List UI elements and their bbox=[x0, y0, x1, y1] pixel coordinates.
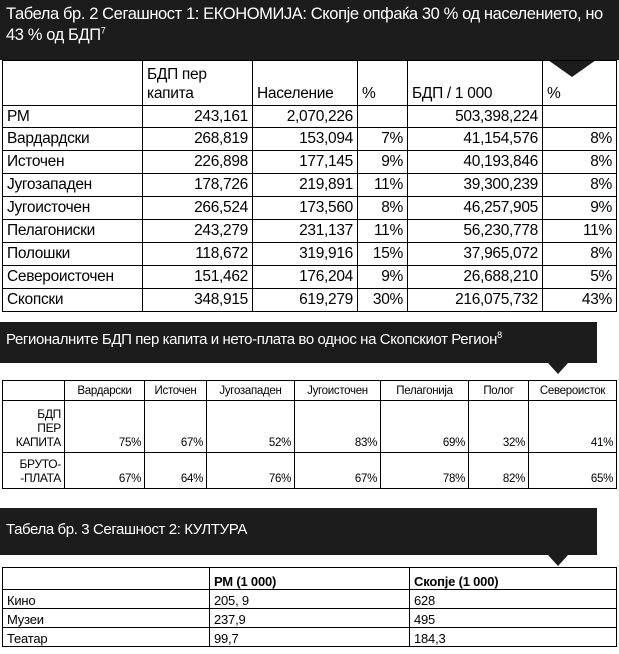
skopje-value-cell: 628 bbox=[410, 590, 617, 609]
table1-footnote: 7 bbox=[100, 25, 106, 36]
region-cell: Југозападен bbox=[3, 174, 143, 197]
gdp-pct-cell: 8% bbox=[543, 174, 617, 197]
table-row bbox=[3, 266, 617, 289]
table-row bbox=[3, 243, 617, 266]
pop-pct-cell: 30% bbox=[358, 289, 408, 312]
region-cell: РМ bbox=[3, 106, 143, 128]
row-label-line: -ПЛАТА bbox=[20, 470, 61, 485]
ratio-cell: 82% bbox=[469, 453, 529, 489]
population-cell: 2,070,226 bbox=[253, 106, 358, 128]
gdp-pc-cell: 118,672 bbox=[143, 243, 253, 266]
region-cell: Полошки bbox=[3, 243, 143, 266]
pop-pct-cell: 9% bbox=[358, 151, 408, 174]
table2-header-cell: Југоисточен bbox=[295, 381, 381, 401]
table-row bbox=[3, 289, 617, 312]
table-row bbox=[3, 220, 617, 243]
table2-title: Регионалните БДП пер капита и нето-плата во однос на Скопскиот Регион bbox=[6, 331, 498, 348]
ratio-cell: 65% bbox=[529, 453, 617, 489]
table-row bbox=[3, 106, 617, 128]
row-label-line: КАПИТА bbox=[15, 435, 61, 449]
table3-header-row bbox=[3, 568, 617, 590]
header-gdp-pc: БДП пер капита bbox=[147, 66, 207, 102]
table2-header-cell: Вардарски bbox=[65, 381, 145, 401]
culture-label-cell: Кино bbox=[3, 590, 210, 609]
population-cell: 319,916 bbox=[253, 243, 358, 266]
region-cell: Вардардски bbox=[3, 128, 143, 151]
ratio-cell: 64% bbox=[145, 453, 207, 489]
gdp-pc-cell: 151,462 bbox=[143, 266, 253, 289]
table-row bbox=[3, 128, 617, 151]
table2-title-pointer bbox=[573, 322, 597, 363]
ratio-cell: 75% bbox=[65, 401, 145, 453]
table2-title-bar bbox=[0, 322, 597, 363]
table-row bbox=[3, 401, 617, 453]
table1-header-row bbox=[3, 61, 617, 106]
table1-header-cell: % bbox=[543, 61, 617, 106]
skopje-value-cell: 184,3 bbox=[410, 628, 617, 647]
gdp-pc-cell: 243,161 bbox=[143, 106, 253, 128]
skopje-value-cell: 495 bbox=[410, 609, 617, 628]
rm-value-cell: 237,9 bbox=[210, 609, 410, 628]
population-cell: 176,204 bbox=[253, 266, 358, 289]
ratio-cell: 83% bbox=[295, 401, 381, 453]
row-label-line: ПЕР bbox=[37, 421, 61, 435]
ratio-cell: 52% bbox=[207, 401, 295, 453]
region-cell: Југоисточен bbox=[3, 197, 143, 220]
gdp-pc-cell: 268,819 bbox=[143, 128, 253, 151]
pop-pct-cell: 7% bbox=[358, 128, 408, 151]
table3-header-cell bbox=[3, 568, 210, 590]
gdp-total-cell: 56,230,778 bbox=[408, 220, 543, 243]
pop-pct-cell: 8% bbox=[358, 197, 408, 220]
gdp-total-cell: 41,154,576 bbox=[408, 128, 543, 151]
gdp-pc-cell: 348,915 bbox=[143, 289, 253, 312]
gdp-total-cell: 39,300,239 bbox=[408, 174, 543, 197]
gdp-pc-cell: 243,279 bbox=[143, 220, 253, 243]
row-label-line: БРУТО- bbox=[19, 456, 61, 471]
ratio-cell: 67% bbox=[295, 453, 381, 489]
table2-header-row bbox=[3, 381, 617, 401]
gdp-pc-cell: 178,726 bbox=[143, 174, 253, 197]
gdp-pct-cell: 9% bbox=[543, 197, 617, 220]
ratio-cell: 78% bbox=[381, 453, 469, 489]
gdp-pct-cell: 8% bbox=[543, 128, 617, 151]
gdp-pct-cell: 11% bbox=[543, 220, 617, 243]
table3-title-notch bbox=[548, 555, 568, 566]
table1-header-cell bbox=[143, 61, 253, 106]
gdp-total-cell: 216,075,732 bbox=[408, 289, 543, 312]
table2-header-cell: Полог bbox=[469, 381, 529, 401]
population-cell: 153,094 bbox=[253, 128, 358, 151]
gdp-total-cell: 503,398,224 bbox=[408, 106, 543, 128]
ratio-cell: 32% bbox=[469, 401, 529, 453]
gdp-total-cell: 26,688,210 bbox=[408, 266, 543, 289]
table1-header-cell bbox=[3, 61, 143, 106]
gdp-total-cell: 40,193,846 bbox=[408, 151, 543, 174]
table1-title-line2 bbox=[6, 25, 609, 46]
ratio-cell: 76% bbox=[207, 453, 295, 489]
table1-header-cell: БДП / 1 000 bbox=[408, 61, 543, 106]
culture-label-cell: Музеи bbox=[3, 609, 210, 628]
region-cell: Североисточен bbox=[3, 266, 143, 289]
gdp-pct-cell: 8% bbox=[543, 151, 617, 174]
regional-ratio-table bbox=[2, 380, 617, 489]
gdp-pct-cell: 43% bbox=[543, 289, 617, 312]
table3-title-bar bbox=[0, 508, 597, 555]
table2-header-cell bbox=[3, 381, 65, 401]
rm-value-cell: 205, 9 bbox=[210, 590, 410, 609]
table1-title: Табела бр. 2 Сегашност 1: ЕКОНОМИЈА: Скопје опфаќа 30 % од населението, но bbox=[6, 5, 603, 23]
table-row bbox=[3, 609, 617, 628]
population-cell: 173,560 bbox=[253, 197, 358, 220]
pop-pct-cell: 11% bbox=[358, 174, 408, 197]
region-cell: Скопски bbox=[3, 289, 143, 312]
table2-title-notch bbox=[548, 363, 568, 374]
culture-table bbox=[2, 567, 617, 647]
table1-title-line2-text: 43 % од БДП bbox=[6, 26, 101, 44]
region-cell: Источен bbox=[3, 151, 143, 174]
table1-header-cell: Население bbox=[253, 61, 358, 106]
ratio-cell: 41% bbox=[529, 401, 617, 453]
ratio-cell: 67% bbox=[145, 401, 207, 453]
table1-title-bar bbox=[0, 0, 619, 60]
region-cell: Пелагониски bbox=[3, 220, 143, 243]
ratio-cell: 67% bbox=[65, 453, 145, 489]
gdp-total-cell: 46,257,905 bbox=[408, 197, 543, 220]
gdp-pct-cell: 5% bbox=[543, 266, 617, 289]
gdp-pct-cell: 8% bbox=[543, 243, 617, 266]
population-cell: 177,145 bbox=[253, 151, 358, 174]
table3-header-cell: РМ (1 000) bbox=[210, 568, 410, 590]
table-row bbox=[3, 197, 617, 220]
table-row bbox=[3, 151, 617, 174]
table2-footnote: 8 bbox=[497, 330, 502, 340]
population-cell: 619,279 bbox=[253, 289, 358, 312]
ratio-cell: 69% bbox=[381, 401, 469, 453]
row-label-gross-pay bbox=[3, 453, 65, 489]
table-row bbox=[3, 590, 617, 609]
pop-pct-cell: 9% bbox=[358, 266, 408, 289]
pop-pct-cell: 11% bbox=[358, 220, 408, 243]
row-label-line: БДП bbox=[37, 407, 61, 421]
table2-header-cell: Источен bbox=[145, 381, 207, 401]
table-row bbox=[3, 174, 617, 197]
table2-header-cell: Североисток bbox=[529, 381, 617, 401]
pop-pct-cell: 15% bbox=[358, 243, 408, 266]
table-row bbox=[3, 628, 617, 647]
table2-header-cell: Пелагонија bbox=[381, 381, 469, 401]
table1-header-cell: % bbox=[358, 61, 408, 106]
table2-header-cell: Југозападен bbox=[207, 381, 295, 401]
table3-title-pointer bbox=[573, 508, 597, 555]
rm-value-cell: 99,7 bbox=[210, 628, 410, 647]
gdp-pct-cell bbox=[543, 106, 617, 128]
economy-table bbox=[2, 60, 617, 312]
gdp-pc-cell: 226,898 bbox=[143, 151, 253, 174]
gdp-pc-cell: 266,524 bbox=[143, 197, 253, 220]
table-row bbox=[3, 453, 617, 489]
table3-title: Табела бр. 3 Сегашност 2: КУЛТУРА bbox=[6, 521, 247, 538]
culture-label-cell: Театар bbox=[3, 628, 210, 647]
pop-pct-cell bbox=[358, 106, 408, 128]
population-cell: 219,891 bbox=[253, 174, 358, 197]
gdp-total-cell: 37,965,072 bbox=[408, 243, 543, 266]
population-cell: 231,137 bbox=[253, 220, 358, 243]
table3-header-cell: Скопје (1 000) bbox=[410, 568, 617, 590]
row-label-gdp-pc bbox=[3, 401, 65, 453]
